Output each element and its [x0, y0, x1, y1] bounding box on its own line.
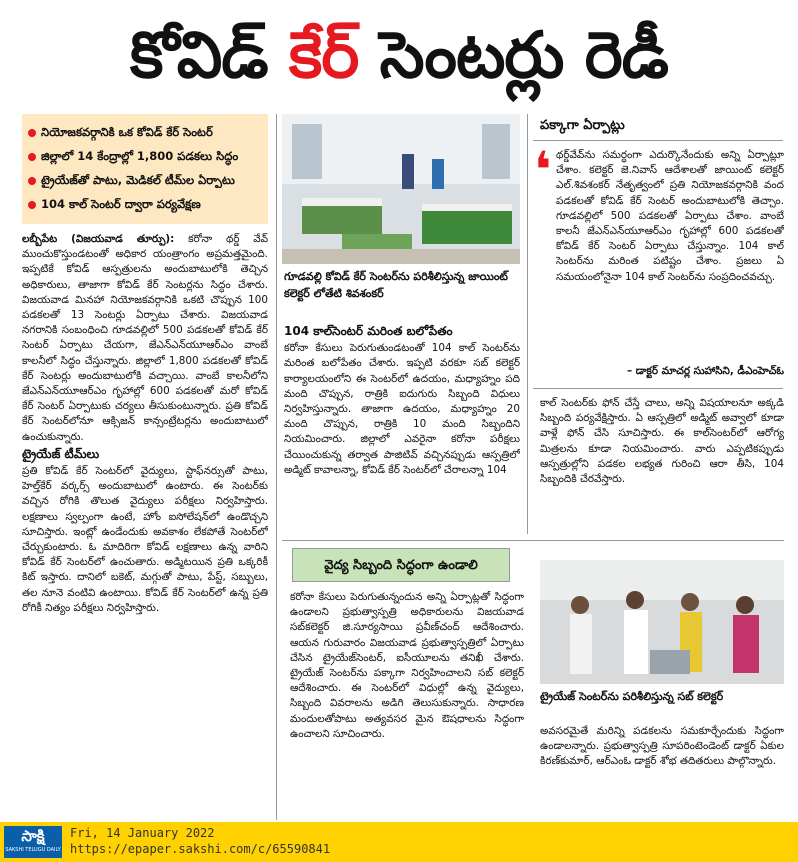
column-divider [276, 114, 277, 820]
column-divider [527, 114, 528, 534]
section-divider [533, 388, 783, 389]
photo-covid-care-beds [282, 114, 520, 264]
quote-attribution: – డాక్టర్ మాచర్ల సుహాసిని, డీఎంహెచ్ఓ [626, 365, 784, 377]
highlights-box [22, 114, 268, 224]
quote-icon: ❛ [534, 141, 552, 199]
footer-date: Fri, 14 January 2022 [70, 826, 215, 840]
footer-url[interactable]: https://epaper.sakshi.com/c/65590841 [70, 842, 331, 856]
section-subhead: పక్కాగా ఏర్పాట్లు [540, 118, 625, 133]
highlight-item: ట్రైయేజ్‌తో పాటు, మెడికల్ టీమ్‌ల ఏర్పాటు [28, 168, 262, 192]
article-paragraph: కరోనా థర్డ్ వేవ్ ముంచుకొస్తుండటంతో అధికార యంత్రాంగం అప్రమత్తమైంది. ఇప్పటికే కోవిడ్ ఆస్పత్రులను అందుబాటులోకి తెచ్చిన అధికారులు, తాజాగా కోవిడ్ కేర్ సెంటర్లను సిద్ధం చేశారు. విజయవాడ మినహా నియోజకవర్గానికి ఒకటి చొప్పున 100 పడకలతో 13 సెంటర్లు ఏర్పాటు చేశారు. విజయవాడ నగరానికి సంబంధించి గూడవల్లిలో 500 పడకలతో కోవిడ్ కేర్ సెంటర్ ఏర్పాటు చేయగా, జేఎన్ఎన్‌యూఆర్ఎం వాంబే కాలనీలో సిద్ధం చేస్తున్నారు. జిల్లాలో 1,800 పడకలతో కోవిడ్ కేర్ సెంటర్లు అందుబాటులోకి వచ్చాయి. వాంబే కాలనీలోని జేఎన్ఎన్‌యూఆర్ఎం గృహాల్లో 600 పడకలతో మరో కోవిడ్ కేర్ సెంటర్ ఏర్పాటుకు చర్యలు తీసుకుంటున్నారు. ప్రతి కోవిడ్ కేర్ సెంటర్‌లోనూ ఆక్సిజన్ కాన్సంట్రేటర్లను అందుబాటులో ఉంచుకున్నారు. [22, 233, 268, 443]
headline-part3: సెంటర్లు రెడీ [358, 19, 669, 93]
dateline: లబ్బీపేట (విజయవాడ తూర్పు): [22, 233, 175, 245]
bullet-icon [28, 201, 36, 209]
article-paragraph: కరోనా కేసులు పెరుగుతుండటంతో 104 కాల్ సెంటర్‌ను మరింత బలోపేతం చేశారు. ఇప్పటి వరకూ సబ్ కలెక్టర్ కార్యాలయంలోని ఈ సెంటర్‌లో ఉదయం, మధ్యాహ్నం పది మంది చొప్పున, రాత్రికి ఐదుగురు సిబ్బంది విధులు నిర్వహిస్తున్నారు. తాజాగా ఉదయం, మధ్యాహ్నం 20 మంది చొప్పున, రాత్రికి 10 మంది సిబ్బందిని నియమించారు. జిల్లాలో ఎవరైనా కరోనా పరీక్షలు చేయించుకున్న తర్వాత పాజిటివ్ వచ్చినప్పుడు ఆస్పత్రిలో అడ్మిట్ కావాలన్నా, కోవిడ్ కేర్ సెంటర్‌లో చేరాలన్నా 104 [284, 342, 520, 476]
article-paragraph: ప్రతి కోవిడ్ కేర్ సెంటర్‌లో వైద్యులు, స్టాఫ్‌నర్సుతో పాటు, హెల్త్‌కేర్ వర్కర్స్ అందుబాటులో ఉంటారు. ఈ సెంటర్‌కు వచ్చిన రోగికి తొలుత వైద్యులు పరీక్షలు నిర్వహిస్తారు. లక్షణాలు స్వల్పంగా ఉంటే, హోం ఐసోలేషన్‌లో ఉండొచ్చని సూచిస్తారు. ఇంట్లో ఉండేందుకు అవకాశం లేకపోతే సెంటర్‌లో చేర్చుకుంటారు. ఓ మాదిరిగా కోవిడ్ లక్షణాలు ఉన్న వారిని కోవిడ్ కేర్ సెంటర్‌లో ఉంచుతారు. అడ్మిటయిన ప్రతి ఒక్కరికీ కిట్ ఇస్తారు. దానిలో బకెట్, మగ్గుతో పాటు, పేస్ట్, సబ్బులు, తల నూనె వంటివి ఉంటాయి. కోవిడ్ కేర్ సెంటర్‌లో ఉన్న ప్రతి రోగికీ నిత్యం పరీక్షలు నిర్వహిస్తారు. [22, 465, 268, 614]
logo-subtext: SAKSHI TELUGU DAILY [5, 847, 61, 853]
section-banner: వైద్య సిబ్బంది సిద్ధంగా ఉండాలి [292, 548, 510, 582]
beds-photo-illustration [282, 114, 520, 264]
section-subhead: 104 కాల్‌సెంటర్ మరింత బలోపేతం [284, 324, 453, 338]
highlight-item: నియోజకవర్గానికి ఒక కోవిడ్ కేర్ సెంటర్ [28, 120, 262, 144]
sakshi-logo [4, 826, 62, 858]
photo-caption: గూడవల్లి కోవిడ్ కేర్ సెంటర్‌ను పరిశీలిస్తున్న జాయింట్ కలెక్టర్ లోతేటి శివశంకర్ [284, 270, 508, 300]
article-column-2 [284, 322, 520, 540]
highlight-item: జిల్లాలో 14 కేంద్రాల్లో 1,800 పడకలు సిద్ధం [28, 144, 262, 168]
bullet-icon [28, 153, 36, 161]
headline-part2: కేర్ [288, 19, 359, 93]
headline [0, 4, 798, 108]
article-column-1 [22, 232, 268, 820]
bullet-icon [28, 177, 36, 185]
quote-text: థర్డ్‌వేవ్‌ను సమర్థంగా ఎదుర్కొనేందుకు అన్ని ఏర్పాట్లూ చేశాం. కలెక్టర్ జె.నివాస్ ఆదేశాలతో జాయింట్ కలెక్టర్ ఎల్.శివశంకర్ నేతృత్వంలో ప్రతి నియోజకవర్గానికి వంద పడకలతో కోవిడ్ కేర్ సెంటర్ అందుబాటులోకి తెచ్చాం. గూడవల్లిలో 500 పడకలతో ఏర్పాటు చేశాం. వాంబే కాలనీ జేఎన్ఎన్‌యూఆర్ఎం గృహాల్లో 600 పడకలతో కోవిడ్ కేర్ సెంటర్ ఏర్పాటు చేస్తున్నాం. 104 కాల్ సెంటర్‌ను మరింత పటిష్టం చేశాం. ప్రజలు ఏ సమయంలోనైనా 104 కాల్ సెంటర్‌ను సంప్రదించవచ్చు. [556, 149, 784, 283]
section-subhead: ట్రైయేజ్ టీమ్‌లు [22, 446, 100, 461]
bullet-icon [28, 129, 36, 137]
highlight-item: 104 కాల్ సెంటర్ ద్వారా పర్యవేక్షణ [28, 192, 262, 216]
photo-triage-centre [540, 560, 784, 684]
article-bottom-middle: కరోనా కేసులు పెరుగుతున్నందున అన్ని ఏర్పాట్లతో సిద్ధంగా ఉండాలని ప్రభుత్వాస్పత్రి అధికారులను విజయవాడ సబ్‌కలెక్టర్ జి.సూర్యసాయి ప్రవీణ్‌చంద్ ఆదేశించారు. ఆయన గురువారం విజయవాడ ప్రభుత్వాస్పత్రిలో ఏర్పాటు చేసిన ట్రైయేజ్‌సెంటర్, ఐసీయూలను తనిఖీ చేశారు. ట్రైయేజ్ సెంటర్‌ను పక్కాగా నిర్వహించాలని సబ్ కలెక్టర్ ఆదేశించారు. ఈ సెంటర్‌లో విధుల్లో ఉన్న వైద్యులు, సిబ్బంది వివరాలను అడిగి తెలుసుకున్నారు. సాధారణ మందులతోపాటు అత్యవసర మైన ఔషధాలను సిద్ధంగా ఉంచాలని సూచించారు. [290, 591, 524, 740]
headline-part1: కోవిడ్ [129, 19, 289, 93]
photo-caption: ట్రైయేజ్ సెంటర్‌ను పరిశీలిస్తున్న సబ్ కలెక్టర్ [540, 690, 724, 703]
triage-photo-illustration [540, 560, 784, 684]
article-column-3: కాల్ సెంటర్‌కు ఫోన్ చేస్తే చాలు, అన్ని విషయాలనూ అక్కడి సిబ్బంది పర్యవేక్షిస్తారు. ఏ ఆస్పత్రిలో అడ్మిట్ అవ్వాలో కూడా వాళ్లే ఫోన్ చేసి సూచిస్తారు. ఈ కాల్‌సెంటర్‌లో ఆరోగ్య మిత్రలను కూడా నియమించారు. వారు ఎప్పటికప్పుడు ఆస్పత్రుల్లోని పడకల లభ్యత గురించి ఆరా తీసి, 104 సిబ్బందికి చేరవేస్తారు. [540, 397, 784, 486]
footer-info [70, 825, 330, 857]
article-bottom-right: అవసరమైతే మరిన్ని పడకలను సమకూర్చేందుకు సిద్ధంగా ఉండాలన్నారు. ప్రభుత్వాస్పత్రి సూపరింటెండెంట్ డాక్టర్ ఏకుల కిరణ్‌కుమార్, ఆర్ఎంఓ డాక్టర్ శోభ తదితరులు పాల్గొన్నారు. [540, 725, 784, 768]
section-divider [282, 540, 784, 541]
section-divider [533, 140, 783, 141]
logo-text: సాక్షి [21, 827, 45, 845]
